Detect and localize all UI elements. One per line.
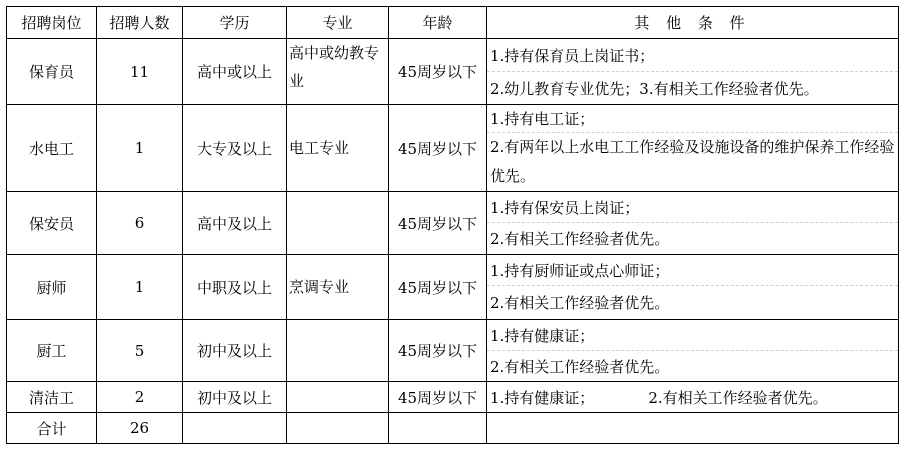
education-cell: 大专及以上	[183, 105, 287, 192]
age-cell: 45周岁以下	[389, 382, 487, 413]
empty-cell	[183, 413, 287, 444]
total-row	[7, 413, 899, 444]
condition-1: 1.持有厨师证或点心师证；	[487, 255, 899, 286]
education-cell: 初中及以上	[183, 320, 287, 382]
header-education: 学历	[183, 7, 287, 39]
count-cell: 1	[97, 105, 183, 192]
count-cell: 2	[97, 382, 183, 413]
position-cell: 保安员	[7, 192, 97, 255]
education-cell: 高中及以上	[183, 192, 287, 255]
major-cell	[287, 192, 389, 255]
condition-1: 1.持有电工证；	[487, 105, 899, 133]
count-cell: 1	[97, 255, 183, 320]
position-cell: 水电工	[7, 105, 97, 192]
table-row	[7, 39, 899, 72]
condition-2: 2.有相关工作经验者优先。	[487, 351, 899, 382]
condition-2: 2.有两年以上水电工工作经验及设施设备的维护保养工作经验优先。	[487, 133, 899, 192]
empty-cell	[389, 413, 487, 444]
major-cell: 电工专业	[287, 105, 389, 192]
condition-2: 2.有相关工作经验者优先。	[487, 286, 899, 320]
position-cell: 厨工	[7, 320, 97, 382]
age-cell: 45周岁以下	[389, 255, 487, 320]
condition-1: 1.持有保安员上岗证；	[487, 192, 899, 223]
count-cell: 11	[97, 39, 183, 105]
table-row	[7, 255, 899, 286]
empty-cell	[287, 413, 389, 444]
age-cell: 45周岁以下	[389, 320, 487, 382]
condition-2: 2.幼儿教育专业优先；3.有相关工作经验者优先。	[487, 72, 899, 105]
table-row	[7, 320, 899, 351]
header-count: 招聘人数	[97, 7, 183, 39]
header-position: 招聘岗位	[7, 7, 97, 39]
condition-1: 1.持有保育员上岗证书；	[487, 39, 899, 72]
table-row	[7, 192, 899, 223]
position-cell: 厨师	[7, 255, 97, 320]
empty-cell	[487, 413, 899, 444]
count-cell: 6	[97, 192, 183, 255]
condition-2: 2.有相关工作经验者优先。	[648, 388, 828, 407]
recruitment-table	[6, 6, 899, 444]
age-cell: 45周岁以下	[389, 39, 487, 105]
table-row	[7, 105, 899, 133]
total-count: 26	[97, 413, 183, 444]
header-age: 年龄	[389, 7, 487, 39]
education-cell: 初中及以上	[183, 382, 287, 413]
major-cell: 烹调专业	[287, 255, 389, 320]
major-cell	[287, 382, 389, 413]
header-row	[7, 7, 899, 39]
header-conditions: 其 他 条 件	[487, 7, 899, 39]
count-cell: 5	[97, 320, 183, 382]
condition-combined	[487, 382, 899, 413]
position-cell: 保育员	[7, 39, 97, 105]
position-cell: 清洁工	[7, 382, 97, 413]
table-row	[7, 382, 899, 413]
condition-2: 2.有相关工作经验者优先。	[487, 223, 899, 255]
major-cell	[287, 320, 389, 382]
age-cell: 45周岁以下	[389, 192, 487, 255]
header-major: 专业	[287, 7, 389, 39]
education-cell: 中职及以上	[183, 255, 287, 320]
condition-1: 1.持有健康证；	[490, 388, 595, 407]
major-cell: 高中或幼教专业	[287, 39, 389, 105]
total-label: 合计	[7, 413, 97, 444]
condition-1: 1.持有健康证；	[487, 320, 899, 351]
age-cell: 45周岁以下	[389, 105, 487, 192]
education-cell: 高中或以上	[183, 39, 287, 105]
